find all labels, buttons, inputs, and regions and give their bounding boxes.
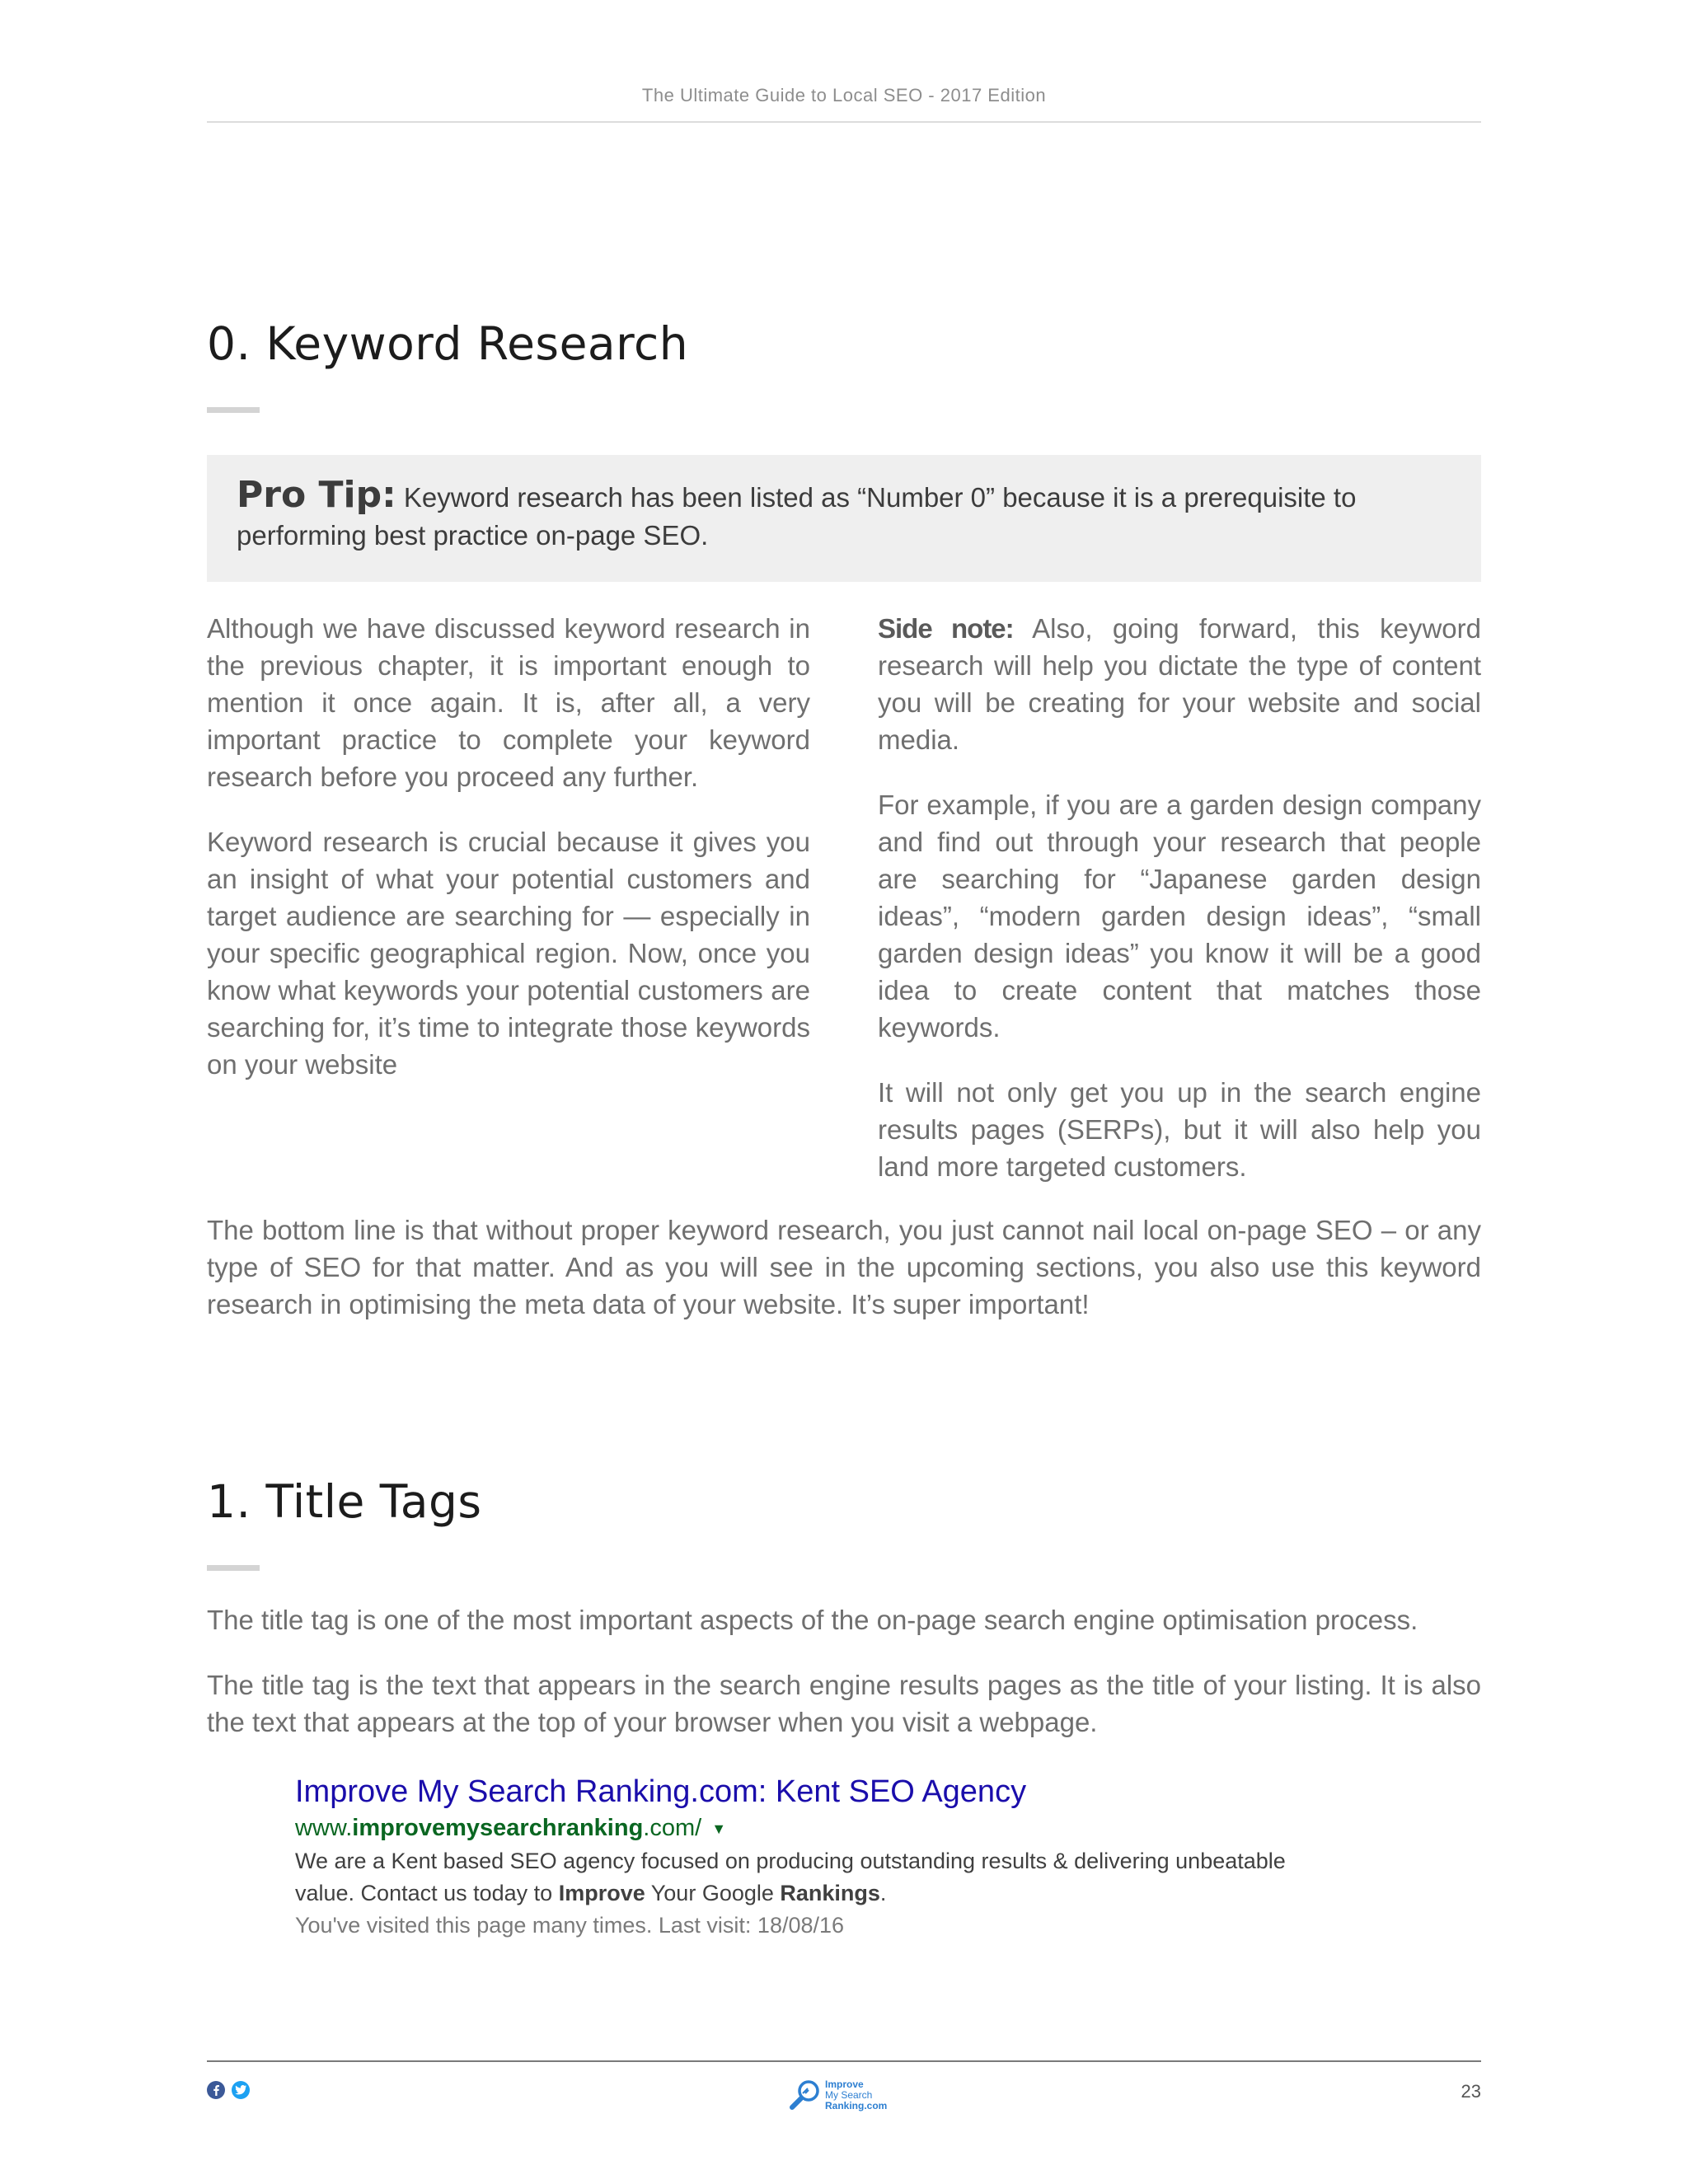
logo-line: Improve	[825, 2078, 864, 2090]
header-divider	[207, 121, 1481, 123]
serp-desc-text: Your Google	[645, 1881, 781, 1906]
side-note-label: Side note:	[878, 613, 1014, 644]
right-column	[878, 610, 1481, 1213]
serp-desc-text: .	[879, 1881, 887, 1906]
left-column	[207, 610, 810, 1111]
serp-listing-example	[295, 1772, 1367, 1942]
serp-desc-bold: Rankings	[780, 1881, 880, 1906]
page-number: 23	[1461, 2081, 1481, 2102]
section-heading-keyword-research: 0. Keyword Research	[207, 317, 689, 370]
paragraph: The title tag is one of the most important aspects of the on-page search engine optimisation process.	[207, 1605, 1418, 1635]
magnifier-logo-icon	[789, 2079, 822, 2111]
running-header: The Ultimate Guide to Local SEO - 2017 Edition	[641, 85, 1047, 105]
logo-line: My Search	[825, 2088, 873, 2101]
title-tags-definition	[207, 1666, 1481, 1741]
pro-tip-label: Pro Tip:	[237, 474, 396, 516]
heading-accent-bar	[207, 407, 260, 413]
section-heading-title-tags: 1. Title Tags	[207, 1475, 482, 1528]
facebook-icon[interactable]	[207, 2081, 225, 2099]
paragraph: The title tag is the text that appears in the search engine results pages as the title of your listing. It is also the text that appears at the top of your browser when you visit a webpage.	[207, 1670, 1481, 1737]
logo-line: Ranking.com	[825, 2099, 888, 2111]
serp-url-prefix: www.	[295, 1815, 353, 1841]
serp-description-line-1: We are a Kent based SEO agency focused on producing outstanding results & delivering unbeatable	[295, 1849, 1286, 1874]
serp-title-link[interactable]: Improve My Search Ranking.com: Kent SEO Agency	[295, 1774, 1027, 1809]
social-links	[207, 2081, 250, 2099]
serp-url-suffix: .com/	[643, 1815, 702, 1841]
side-note-paragraph	[878, 610, 1481, 758]
title-tags-intro	[207, 1601, 1481, 1638]
footer-divider	[207, 2060, 1481, 2062]
document-page	[207, 0, 1481, 2184]
serp-url	[295, 1811, 1367, 1845]
pro-tip-text: Keyword research has been listed as “Number 0” because it is a prerequisite to performing best practice on-page SEO.	[237, 482, 1357, 551]
serp-desc-bold: Improve	[558, 1881, 645, 1906]
brand-logo-text	[825, 2079, 887, 2111]
paragraph: Keyword research is crucial because it gives you an insight of what your potential customers and target audience are searching for — especially in your specific geographical region. Now, once you know what keywords your potential customers are searching for, it’s time to integrate those keywords on your website	[207, 827, 810, 1080]
pro-tip-box	[207, 455, 1481, 582]
paragraph: The bottom line is that without proper keyword research, you just cannot nail local on-page SEO – or any type of SEO for that matter. And as you will see in the upcoming sections, you also use this keyword research in optimising the meta data of your website. It’s super important!	[207, 1215, 1481, 1319]
twitter-icon[interactable]	[232, 2081, 250, 2099]
paragraph: It will not only get you up in the search engine results pages (SERPs), but it will also help you land more targeted customers.	[878, 1077, 1481, 1182]
serp-desc-text: value. Contact us today to	[295, 1881, 559, 1906]
bottom-line-block	[207, 1212, 1481, 1323]
caret-down-icon[interactable]: ▼	[711, 1821, 727, 1838]
paragraph: For example, if you are a garden design company and find out through your research that people are searching for “Japanese garden design ideas”, “modern garden design ideas”, “small garden design ideas” you know it will be a good idea to create content that matches those keywords.	[878, 790, 1481, 1043]
side-note-text: Also, going forward, this keyword research will help you dictate the type of content you will be creating for your website and social media.	[878, 613, 1481, 755]
serp-url-domain: improvemysearchranking	[352, 1815, 644, 1841]
serp-visited-note: You've visited this page many times. Last visit: 18/08/16	[295, 1913, 845, 1938]
paragraph: Although we have discussed keyword research in the previous chapter, it is important enough to mention it once again. It is, after all, a very important practice to complete your keyword research before you proceed any further.	[207, 613, 810, 792]
heading-accent-bar	[207, 1565, 260, 1571]
brand-logo	[789, 2079, 887, 2111]
serp-description-line-2	[295, 1877, 1367, 1910]
